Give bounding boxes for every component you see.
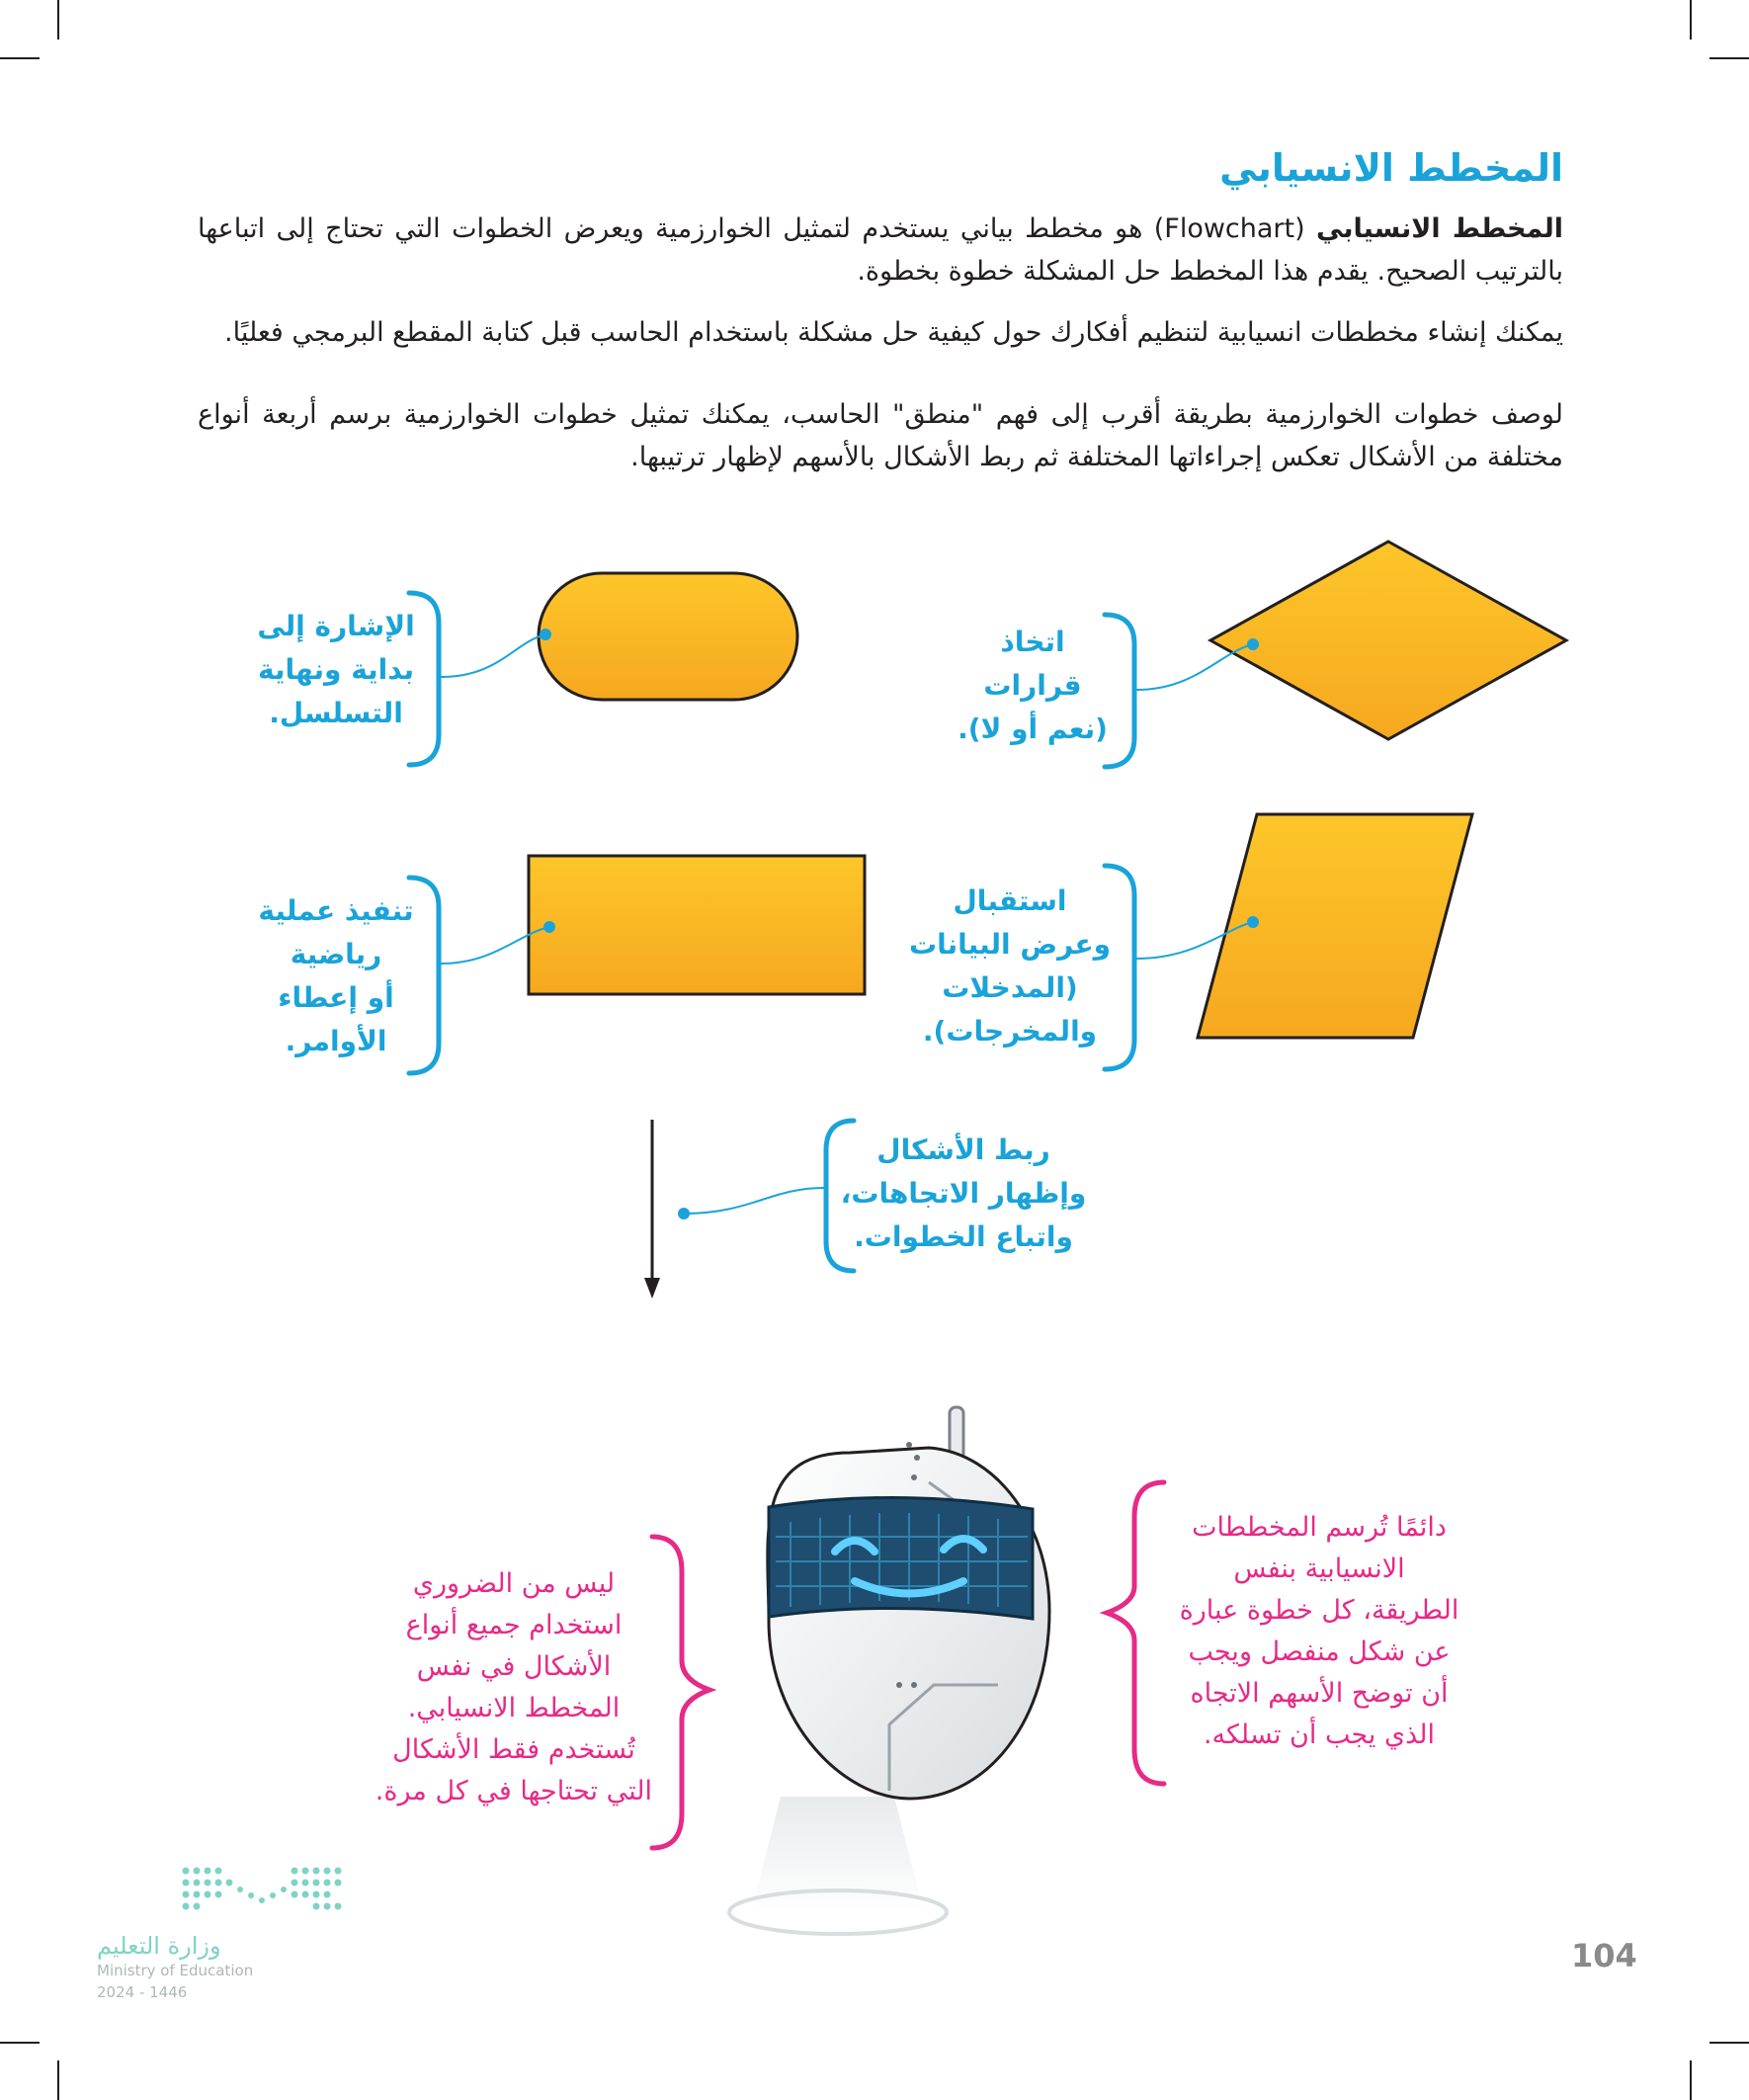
label-arrow: ربط الأشكال وإظهار الاتجاهات، واتباع الخطوات. (840, 1134, 1087, 1253)
paragraph-shapes-intro: لوصف خطوات الخوارزمية بطريقة أقرب إلى فهم "منطق" الحاسب، يمكنك تمثيل خطوات الخوارزمية برسم أربعة أنواع مختلفة من الأشكال تعكس إجراءاتها المختلفة ثم ربط الأشكال بالأسهم لإظهار ترتيبها. (198, 399, 1563, 472)
connector-dot (540, 629, 551, 640)
input-output-shape (1198, 814, 1472, 1038)
definition-text: (Flowchart) هو مخطط بياني يستخدم لتمثيل الخوارزمية ويعرض الخطوات التي تحتاج إلى اتباعها بالترتيب الصحيح. يقدم هذا المخطط حل المشكلة خطوة بخطوة. (198, 213, 1563, 287)
ministry-name-arabic: وزارة التعليم (97, 1932, 221, 1960)
paragraph-usage: يمكنك إنشاء مخططات انسيابية لتنظيم أفكارك حول كيفية حل مشكلة باستخدام الحاسب قبل كتابة المقطع البرمجي فعليًا. (224, 317, 1563, 348)
label-input-output: استقبال وعرض البيانات (المدخلات والمخرجات). (908, 884, 1111, 1048)
connector-dot (1247, 916, 1259, 928)
flow-arrow-head (644, 1278, 660, 1299)
term-flowchart: المخطط الانسيابي (1316, 213, 1564, 244)
label-process: تنفيذ عملية رياضية أو إعطاء الأوامر. (258, 894, 414, 1057)
ministry-name-english: Ministry of Education (97, 1962, 254, 1979)
decision-shape (1210, 542, 1566, 739)
connector-line (1136, 644, 1253, 690)
process-shape (529, 856, 865, 994)
page-title: المخطط الانسيابي (1219, 146, 1563, 190)
connector-line (684, 1188, 824, 1214)
note-right: دائمًا تُرسم المخططات الانسيابية بنفس الطريقة، كل خطوة عبارة عن شكل منفصل ويجب أن توضح الأسهم الاتجاه الذي يجب أن تسلكه. (1179, 1512, 1459, 1750)
connector-dot (678, 1208, 690, 1219)
terminal-shape (539, 573, 797, 700)
label-terminal: الإشارة إلى بداية ونهاية التسلسل. (257, 610, 415, 729)
note-left: ليس من الضروري استخدام جميع أنواع الأشكال في نفس المخطط الانسيابي. تُستخدم فقط الأشكال التي تحتاجها في كل مرة. (375, 1568, 652, 1806)
label-decision: اتخاذ قرارات (نعم أو لا). (958, 626, 1108, 745)
connector-dot (1247, 638, 1259, 650)
robot-illustration (729, 1407, 1049, 1934)
page-number: 104 (1571, 1937, 1637, 1974)
note-bracket (652, 1537, 709, 1848)
edition-year: 2024 - 1446 (97, 1983, 188, 2001)
connector-line (441, 634, 545, 677)
ministry-logo (183, 1868, 342, 1910)
note-bracket (1107, 1482, 1164, 1784)
ministry-footer (97, 1932, 294, 2001)
connector-dot (543, 921, 555, 933)
